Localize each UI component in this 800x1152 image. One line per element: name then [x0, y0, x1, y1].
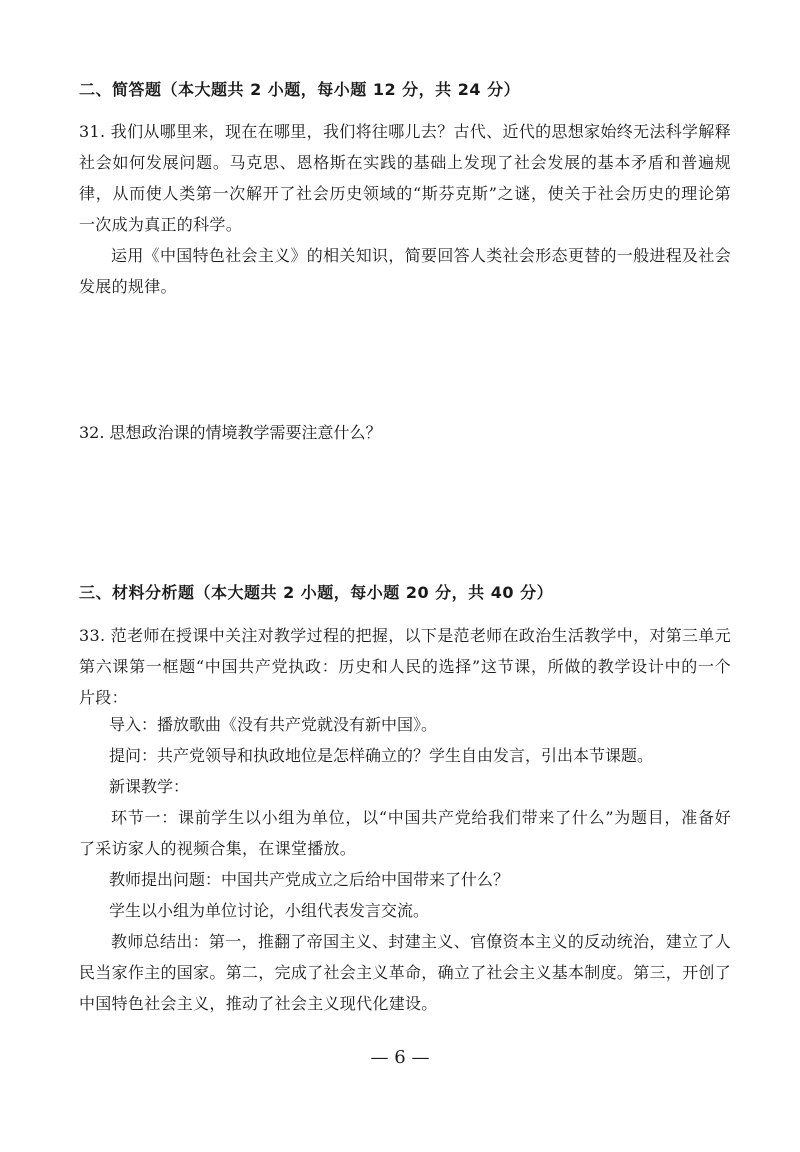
question-31-text: 31. 我们从哪里来，现在在哪里，我们将往哪儿去？古代、近代的思想家始终无法科学解释社会如何发展问题。马克思、恩格斯在实践的基础上发现了社会发展的基本矛盾和普遍规律，从而使人类第一次解开了社会历史领域的“斯芬克斯”之谜，使关于社会历史的理论第一次成为真正的科学。: [79, 122, 731, 234]
page-number: — 6 —: [370, 1047, 430, 1068]
question-33-question: 提问：共产党领导和执政地位是怎样确立的？学生自由发言，引出本节课题。: [109, 746, 654, 765]
question-32-text: 32. 思想政治课的情境教学需要注意什么？: [79, 423, 382, 442]
question-33-intro: 33. 范老师在授课中关注对教学过程的把握，以下是范老师在政治生活教学中，对第三单元第六课第一框题“中国共产党执政：历史和人民的选择”这节课，所做的教学设计中的一个片段：: [79, 626, 731, 707]
question-33-new-lesson: 新课教学：: [109, 777, 190, 796]
section-3-heading: 三、材料分析题（本大题共 2 小题，每小题 20 分，共 40 分）: [79, 583, 554, 602]
question-33-teacher-summary: 教师总结出：第一，推翻了帝国主义、封建主义、官僚资本主义的反动统治，建立了人民当家作主的国家。第二，完成了社会主义革命，确立了社会主义基本制度。第三，开创了中国特色社会主义，推动了社会主义现代化建设。: [79, 932, 732, 1013]
question-33-group-discussion: 学生以小组为单位讨论，小组代表发言交流。: [109, 901, 430, 920]
question-33-step-1: 环节一：课前学生以小组为单位，以“中国共产党给我们带来了什么”为题目，准备好了采访家人的视频合集，在课堂播放。: [79, 808, 731, 858]
question-33-lead-in: 导入：播放歌曲《没有共产党就没有新中国》。: [109, 715, 438, 734]
question-33-teacher-question: 教师提出问题：中国共产党成立之后给中国带来了什么？: [109, 870, 510, 889]
question-31-prompt: 运用《中国特色社会主义》的相关知识，简要回答人类社会形态更替的一般进程及社会发展的规律。: [79, 246, 731, 296]
section-2-heading: 二、简答题（本大题共 2 小题，每小题 12 分，共 24 分）: [79, 80, 521, 99]
